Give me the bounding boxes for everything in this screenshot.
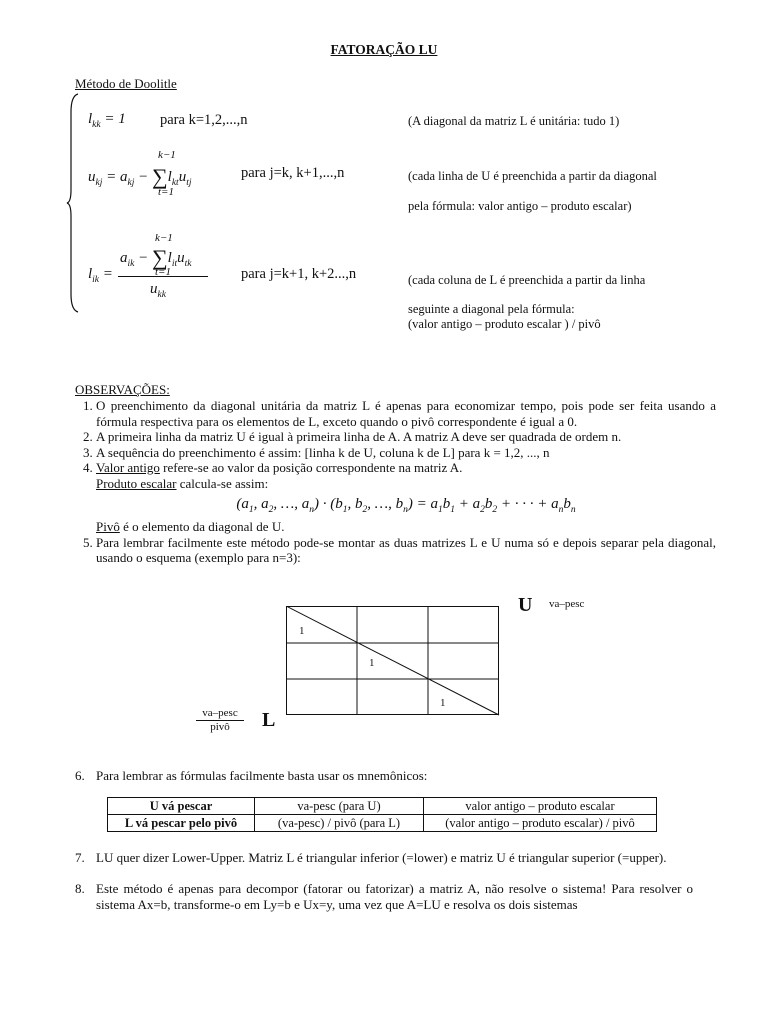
l-label: L [262,709,276,731]
table-cell: U vá pescar [108,798,255,815]
obs-4 [96,460,716,535]
formula-2-note-1: (cada linha de U é preenchida a partir da diagonal [408,169,657,183]
pivo-term: Pivô [96,519,120,534]
mnemonic-table [107,797,657,832]
table-row [108,815,657,832]
obs-7-number: 7. [75,850,85,865]
obs-8: Este método é apenas para decompor (fatorar ou fatorizar) a matriz A, não resolve o sistema! Para resolver o sistema Ax=b, transforme-o em Ly=b e Ux=y, uma vez que A=LU e resolva os dois sistemas [96,881,693,912]
obs-5: 5. Para lembrar facilmente este método pode-se montar as duas matrizes L e U numa só e depois separar pela diagonal, usando o esquema (exemplo para n=3): [96,535,716,566]
formula-3-note-1: (cada coluna de L é preenchida a partir da linha [408,273,646,287]
produto-escalar-term: Produto escalar [96,475,177,491]
formula-lik-denominator: $u_{kk}$ [150,281,166,300]
sum-upper-limit-2: k−1 [155,232,173,244]
l-note-denominator: pivô [210,721,230,733]
formula-3-range: para j=k+1, k+2...,n [241,266,357,282]
obs-4-text-a: refere-se ao valor da posição correspondente na matriz A. [159,460,463,475]
obs-2: 2. A primeira linha da matriz U é igual à primeira linha de A. A matriz A deve ser quadrada de ordem n. [96,429,716,445]
table-cell: valor antigo – produto escalar [424,798,657,815]
table-row [108,798,657,815]
fraction-line [118,276,208,277]
formula-1-range: para k=1,2,...,n [160,112,248,128]
table-cell: va-pesc (para U) [255,798,424,815]
diag-one-3: 1 [440,697,446,709]
valor-antigo-term: Valor antigo [96,460,160,475]
obs-4-text-c: é o elemento da diagonal de U. [119,519,285,534]
table-cell: (va-pesc) / pivô (para L) [255,815,424,832]
obs-3: 3. A sequência do preenchimento é assim: [linha k de U, coluna k de L] para k = 1,2, ..., n [96,445,716,461]
sum-lower-limit-2: t=1 [155,266,171,278]
formula-2-range: para j=k, k+1,...,n [241,165,345,181]
method-heading: Método de Doolitle [75,76,177,91]
formula-ukj: $u_{kj} = a_{kj} - \sum l_{kt}u_{tj}$ [88,164,192,189]
formula-3-note-2: seguinte a diagonal pela fórmula: [408,302,575,316]
observations-list [75,398,716,566]
l-note-numerator: va–pesc [202,707,238,719]
obs-6: Para lembrar as fórmulas facilmente basta usar os mnemônicos: [96,768,428,783]
formula-lik-numerator: $a_{ik} - \sum l_{it}u_{tk}$ [120,245,192,270]
formula-2-note-2: pela fórmula: valor antigo – produto escalar) [408,199,632,213]
diag-one-1: 1 [299,625,305,637]
formula-lik: $l_{ik}$ = [88,266,113,285]
u-note: va–pesc [549,598,585,610]
page-title: FATORAÇÃO LU [330,42,438,57]
obs-1: 1. O preenchimento da diagonal unitária da matriz L é apenas para economizar tempo, pois pode ser feita usando a fórmula respectiva para os elementos de L, exceto quando o pivô correspondente é igual a 0. [96,398,716,429]
obs-6-number: 6. [75,768,85,783]
diag-one-2: 1 [369,657,375,669]
formula-lkk: $l_{kk} = 1$ [88,111,126,130]
formula-3-note-3: (valor antigo – produto escalar ) / pivô [408,317,601,331]
formula-1-note: (A diagonal da matriz L é unitária: tudo 1) [408,114,620,128]
u-label: U [518,594,533,616]
obs-heading: OBSERVAÇÕES: [75,382,170,397]
obs-8-number: 8. [75,881,85,896]
obs-7: LU quer dizer Lower-Upper. Matriz L é triangular inferior (=lower) e matriz U é triangular superior (=upper). [96,850,667,865]
lu-grid-diagram [286,606,500,716]
table-cell: L vá pescar pelo pivô [108,815,255,832]
dot-product-formula: ($a_1$, $a_2$, …, $a_n) \cdot (b_1$, $b_2$, …, $b_n) = a_1b_1 + a_2b_2$ + · · · + $a_nb_n$ [236,496,576,515]
sum-upper-limit: k−1 [158,149,176,161]
table-cell: (valor antigo – produto escalar) / pivô [424,815,657,832]
obs-4-text-b: calcula-se assim: [176,475,269,491]
system-brace [66,92,80,314]
sum-lower-limit: t=1 [158,186,174,198]
